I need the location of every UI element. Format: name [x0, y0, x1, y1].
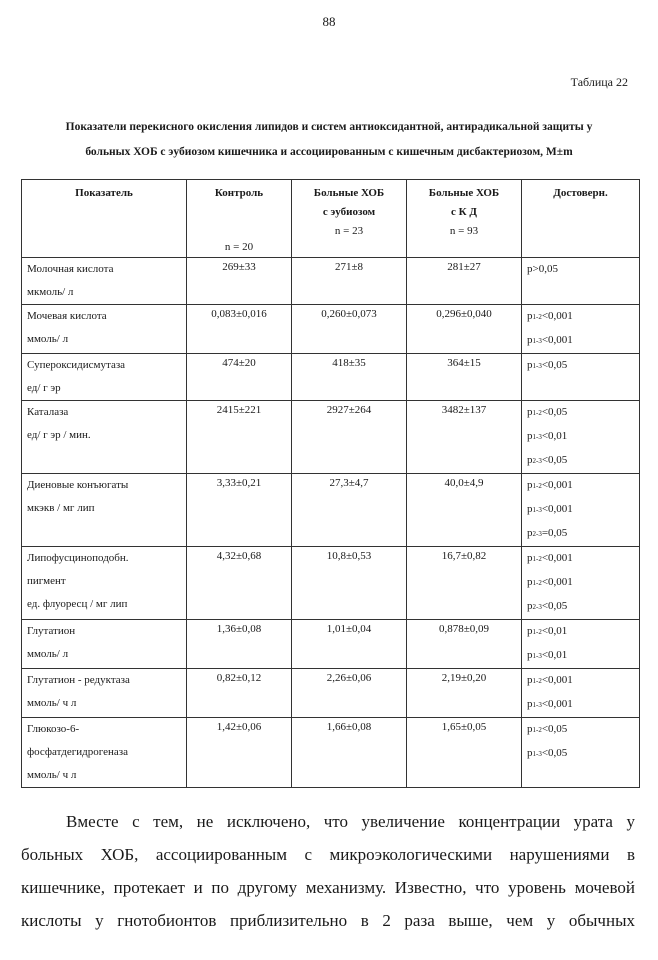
header-kd-line-2: с К Д: [451, 206, 477, 218]
table-body: [22, 258, 640, 788]
p-value: <0,05: [541, 406, 568, 418]
p-subscript: 2-3: [532, 603, 542, 611]
indicator-line: Глутатион - редуктаза: [27, 674, 130, 686]
indicator-line: пигмент: [27, 575, 66, 587]
table-label: Таблица 22: [570, 75, 628, 89]
paragraph-line: Вместе с тем, не исключено, что увеличение концентрации урата у: [66, 812, 635, 831]
p-value: <0,05: [541, 454, 568, 466]
p-value: <0,001: [541, 552, 573, 564]
cell-indicator: [22, 547, 187, 620]
p-symbol: p: [527, 503, 533, 515]
p-value: <0,001: [541, 698, 573, 710]
table-title-line-2: больных ХОБ с эубиозом кишечника и ассоциированным с кишечным дисбактериозом, M±m: [85, 146, 573, 158]
p-subscript: 1-3: [532, 506, 542, 514]
p-value: <0,001: [541, 576, 573, 588]
table-row: [22, 474, 640, 547]
p-value: <0,05: [541, 747, 568, 759]
indicator-line: ед/ г эр: [27, 382, 61, 394]
significance-line: [527, 644, 639, 668]
p-value: <0,001: [541, 334, 573, 346]
indicator-line: ед/ г эр / мин.: [27, 429, 91, 441]
cell-indicator: [22, 620, 187, 669]
header-kd: [407, 180, 522, 258]
p-value: =0,05: [541, 527, 568, 539]
cell-kd: 1,65±0,05: [407, 718, 522, 788]
significance-line: [527, 354, 639, 378]
p-subscript: 1-3: [532, 701, 542, 709]
cell-significance: [522, 401, 640, 474]
p-subscript: 1-3: [532, 750, 542, 758]
cell-control: 0,083±0,016: [187, 305, 292, 354]
significance-line: [527, 620, 639, 644]
cell-significance: [522, 669, 640, 718]
indicator-line: ммоль/ л: [27, 333, 69, 345]
cell-eubiosis: 27,3±4,7: [292, 474, 407, 547]
p-symbol: p: [527, 747, 533, 759]
p-subscript: 1-3: [532, 337, 542, 345]
p-symbol: p: [527, 334, 533, 346]
p-subscript: 1-2: [532, 726, 542, 734]
cell-control: 4,32±0,68: [187, 547, 292, 620]
table-row: [22, 258, 640, 305]
p-value: <0,001: [541, 479, 573, 491]
indicator-line: Мочевая кислота: [27, 310, 107, 322]
paragraph-line: кишечнике, протекает и по другому механизму. Известно, что уровень мочевой: [21, 878, 635, 897]
header-eubiosis-line-1: Больные ХОБ: [313, 187, 385, 199]
cell-eubiosis: 10,8±0,53: [292, 547, 407, 620]
cell-significance: [522, 474, 640, 547]
p-symbol: p: [527, 649, 533, 661]
p-subscript: 1-2: [532, 482, 542, 490]
header-control-n: n = 20: [224, 241, 254, 253]
header-control-label: Контроль: [214, 187, 264, 199]
p-subscript: 1-3: [532, 652, 542, 660]
cell-indicator: [22, 474, 187, 547]
p-symbol: p: [527, 625, 533, 637]
p-symbol: p: [527, 430, 533, 442]
cell-indicator: [22, 354, 187, 401]
cell-significance: [522, 354, 640, 401]
indicator-line: мкэкв / мг лип: [27, 502, 95, 514]
indicator-line: Глюкозо-6-: [27, 723, 80, 735]
p-subscript: 1-2: [532, 677, 542, 685]
significance-line: [527, 547, 639, 571]
significance-line: [527, 669, 639, 693]
indicator-line: ммоль/ л: [27, 648, 69, 660]
p-symbol: p: [527, 600, 533, 612]
header-control: [187, 180, 292, 258]
significance-line: [527, 571, 639, 595]
header-kd-n: n = 93: [449, 225, 479, 237]
cell-indicator: [22, 669, 187, 718]
indicator-line: Молочная кислота: [27, 263, 114, 275]
paragraph-line: кислоты у гнотобионтов приблизительно в 2 раза выше, чем у обычных: [21, 911, 635, 930]
table-row: [22, 305, 640, 354]
cell-eubiosis: 2927±264: [292, 401, 407, 474]
table-row: [22, 718, 640, 788]
page-number: 88: [322, 14, 336, 29]
cell-kd: 16,7±0,82: [407, 547, 522, 620]
indicator-line: ед. флуоресц / мг лип: [27, 598, 128, 610]
indicator-line: Каталаза: [27, 406, 69, 418]
p-symbol: p: [527, 406, 533, 418]
p-subscript: 2-3: [532, 457, 542, 465]
table-row: [22, 620, 640, 669]
header-eubiosis: [292, 180, 407, 258]
indicator-line: Супероксидисмутаза: [27, 359, 126, 371]
p-symbol: p: [527, 723, 533, 735]
body-paragraph: [21, 805, 635, 937]
header-eubiosis-n: n = 23: [334, 225, 364, 237]
significance-line: [527, 449, 639, 473]
cell-kd: 281±27: [407, 258, 522, 305]
p-subscript: 1-2: [532, 579, 542, 587]
p-value: <0,01: [541, 625, 568, 637]
cell-control: 0,82±0,12: [187, 669, 292, 718]
cell-control: 474±20: [187, 354, 292, 401]
cell-indicator: [22, 718, 187, 788]
cell-eubiosis: 1,01±0,04: [292, 620, 407, 669]
cell-control: 1,36±0,08: [187, 620, 292, 669]
cell-kd: 2,19±0,20: [407, 669, 522, 718]
p-symbol: p: [527, 479, 533, 491]
cell-kd: 40,0±4,9: [407, 474, 522, 547]
cell-significance: [522, 547, 640, 620]
cell-control: 269±33: [187, 258, 292, 305]
indicator-line: Диеновые конъюгаты: [27, 479, 129, 491]
p-symbol: p: [527, 310, 533, 322]
cell-control: 3,33±0,21: [187, 474, 292, 547]
significance-line: [527, 522, 639, 546]
significance-line: [527, 498, 639, 522]
p-value: <0,05: [541, 359, 568, 371]
p-symbol: p: [527, 674, 533, 686]
significance-line: [527, 693, 639, 717]
p-symbol: p: [527, 359, 533, 371]
cell-eubiosis: 0,260±0,073: [292, 305, 407, 354]
header-significance-label: Достоверн.: [553, 187, 608, 199]
p-subscript: 2-3: [532, 530, 542, 538]
p-value: <0,01: [541, 430, 568, 442]
cell-eubiosis: 271±8: [292, 258, 407, 305]
p-value: <0,05: [541, 723, 568, 735]
header-kd-line-1: Больные ХОБ: [428, 187, 500, 199]
p-value: <0,001: [541, 310, 573, 322]
significance-line: [527, 425, 639, 449]
cell-kd: 3482±137: [407, 401, 522, 474]
p-subscript: 1-2: [532, 409, 542, 417]
cell-eubiosis: 418±35: [292, 354, 407, 401]
p-symbol: p: [527, 527, 533, 539]
table-row: [22, 669, 640, 718]
cell-indicator: [22, 305, 187, 354]
p-symbol: p>0,05: [527, 263, 558, 275]
p-subscript: 1-2: [532, 628, 542, 636]
cell-kd: 0,296±0,040: [407, 305, 522, 354]
cell-significance: [522, 305, 640, 354]
header-significance: [522, 180, 640, 258]
p-symbol: p: [527, 454, 533, 466]
p-value: <0,01: [541, 649, 568, 661]
cell-significance: [522, 258, 640, 305]
p-subscript: 1-2: [532, 555, 542, 563]
table-row: [22, 401, 640, 474]
header-indicator: [22, 180, 187, 258]
p-symbol: p: [527, 576, 533, 588]
significance-line: [527, 258, 639, 282]
cell-significance: [522, 718, 640, 788]
data-table: [21, 179, 640, 788]
p-value: <0,001: [541, 503, 573, 515]
p-value: <0,001: [541, 674, 573, 686]
cell-kd: 0,878±0,09: [407, 620, 522, 669]
header-indicator-label: Показатель: [75, 187, 133, 199]
cell-eubiosis: 2,26±0,06: [292, 669, 407, 718]
table-row: [22, 547, 640, 620]
indicator-line: Липофусциноподобн.: [27, 552, 129, 564]
significance-line: [527, 474, 639, 498]
significance-line: [527, 742, 639, 766]
p-value: <0,05: [541, 600, 568, 612]
table-title-line-1: Показатели перекисного окисления липидов и систем антиоксидантной, антирадикальной защиты у: [65, 121, 593, 133]
indicator-line: ммоль/ ч л: [27, 769, 77, 781]
header-eubiosis-line-2: с эубиозом: [322, 206, 376, 218]
indicator-line: ммоль/ ч л: [27, 697, 77, 709]
p-subscript: 1-2: [532, 313, 542, 321]
paragraph-line: больных ХОБ, ассоциированным с микроэкологическими нарушениями в: [21, 845, 635, 864]
significance-line: [527, 329, 639, 353]
indicator-line: фосфатдегидрогеназа: [27, 746, 129, 758]
cell-eubiosis: 1,66±0,08: [292, 718, 407, 788]
p-symbol: p: [527, 552, 533, 564]
header-row: [22, 180, 640, 258]
cell-indicator: [22, 258, 187, 305]
table-row: [22, 354, 640, 401]
cell-control: 2415±221: [187, 401, 292, 474]
p-subscript: 1-3: [532, 362, 542, 370]
indicator-line: мкмоль/ л: [27, 286, 74, 298]
indicator-line: Глутатион: [27, 625, 76, 637]
table-title: [20, 115, 638, 165]
cell-control: 1,42±0,06: [187, 718, 292, 788]
cell-kd: 364±15: [407, 354, 522, 401]
significance-line: [527, 718, 639, 742]
p-symbol: p: [527, 698, 533, 710]
significance-line: [527, 401, 639, 425]
significance-line: [527, 595, 639, 619]
significance-line: [527, 305, 639, 329]
cell-significance: [522, 620, 640, 669]
p-subscript: 1-3: [532, 433, 542, 441]
cell-indicator: [22, 401, 187, 474]
